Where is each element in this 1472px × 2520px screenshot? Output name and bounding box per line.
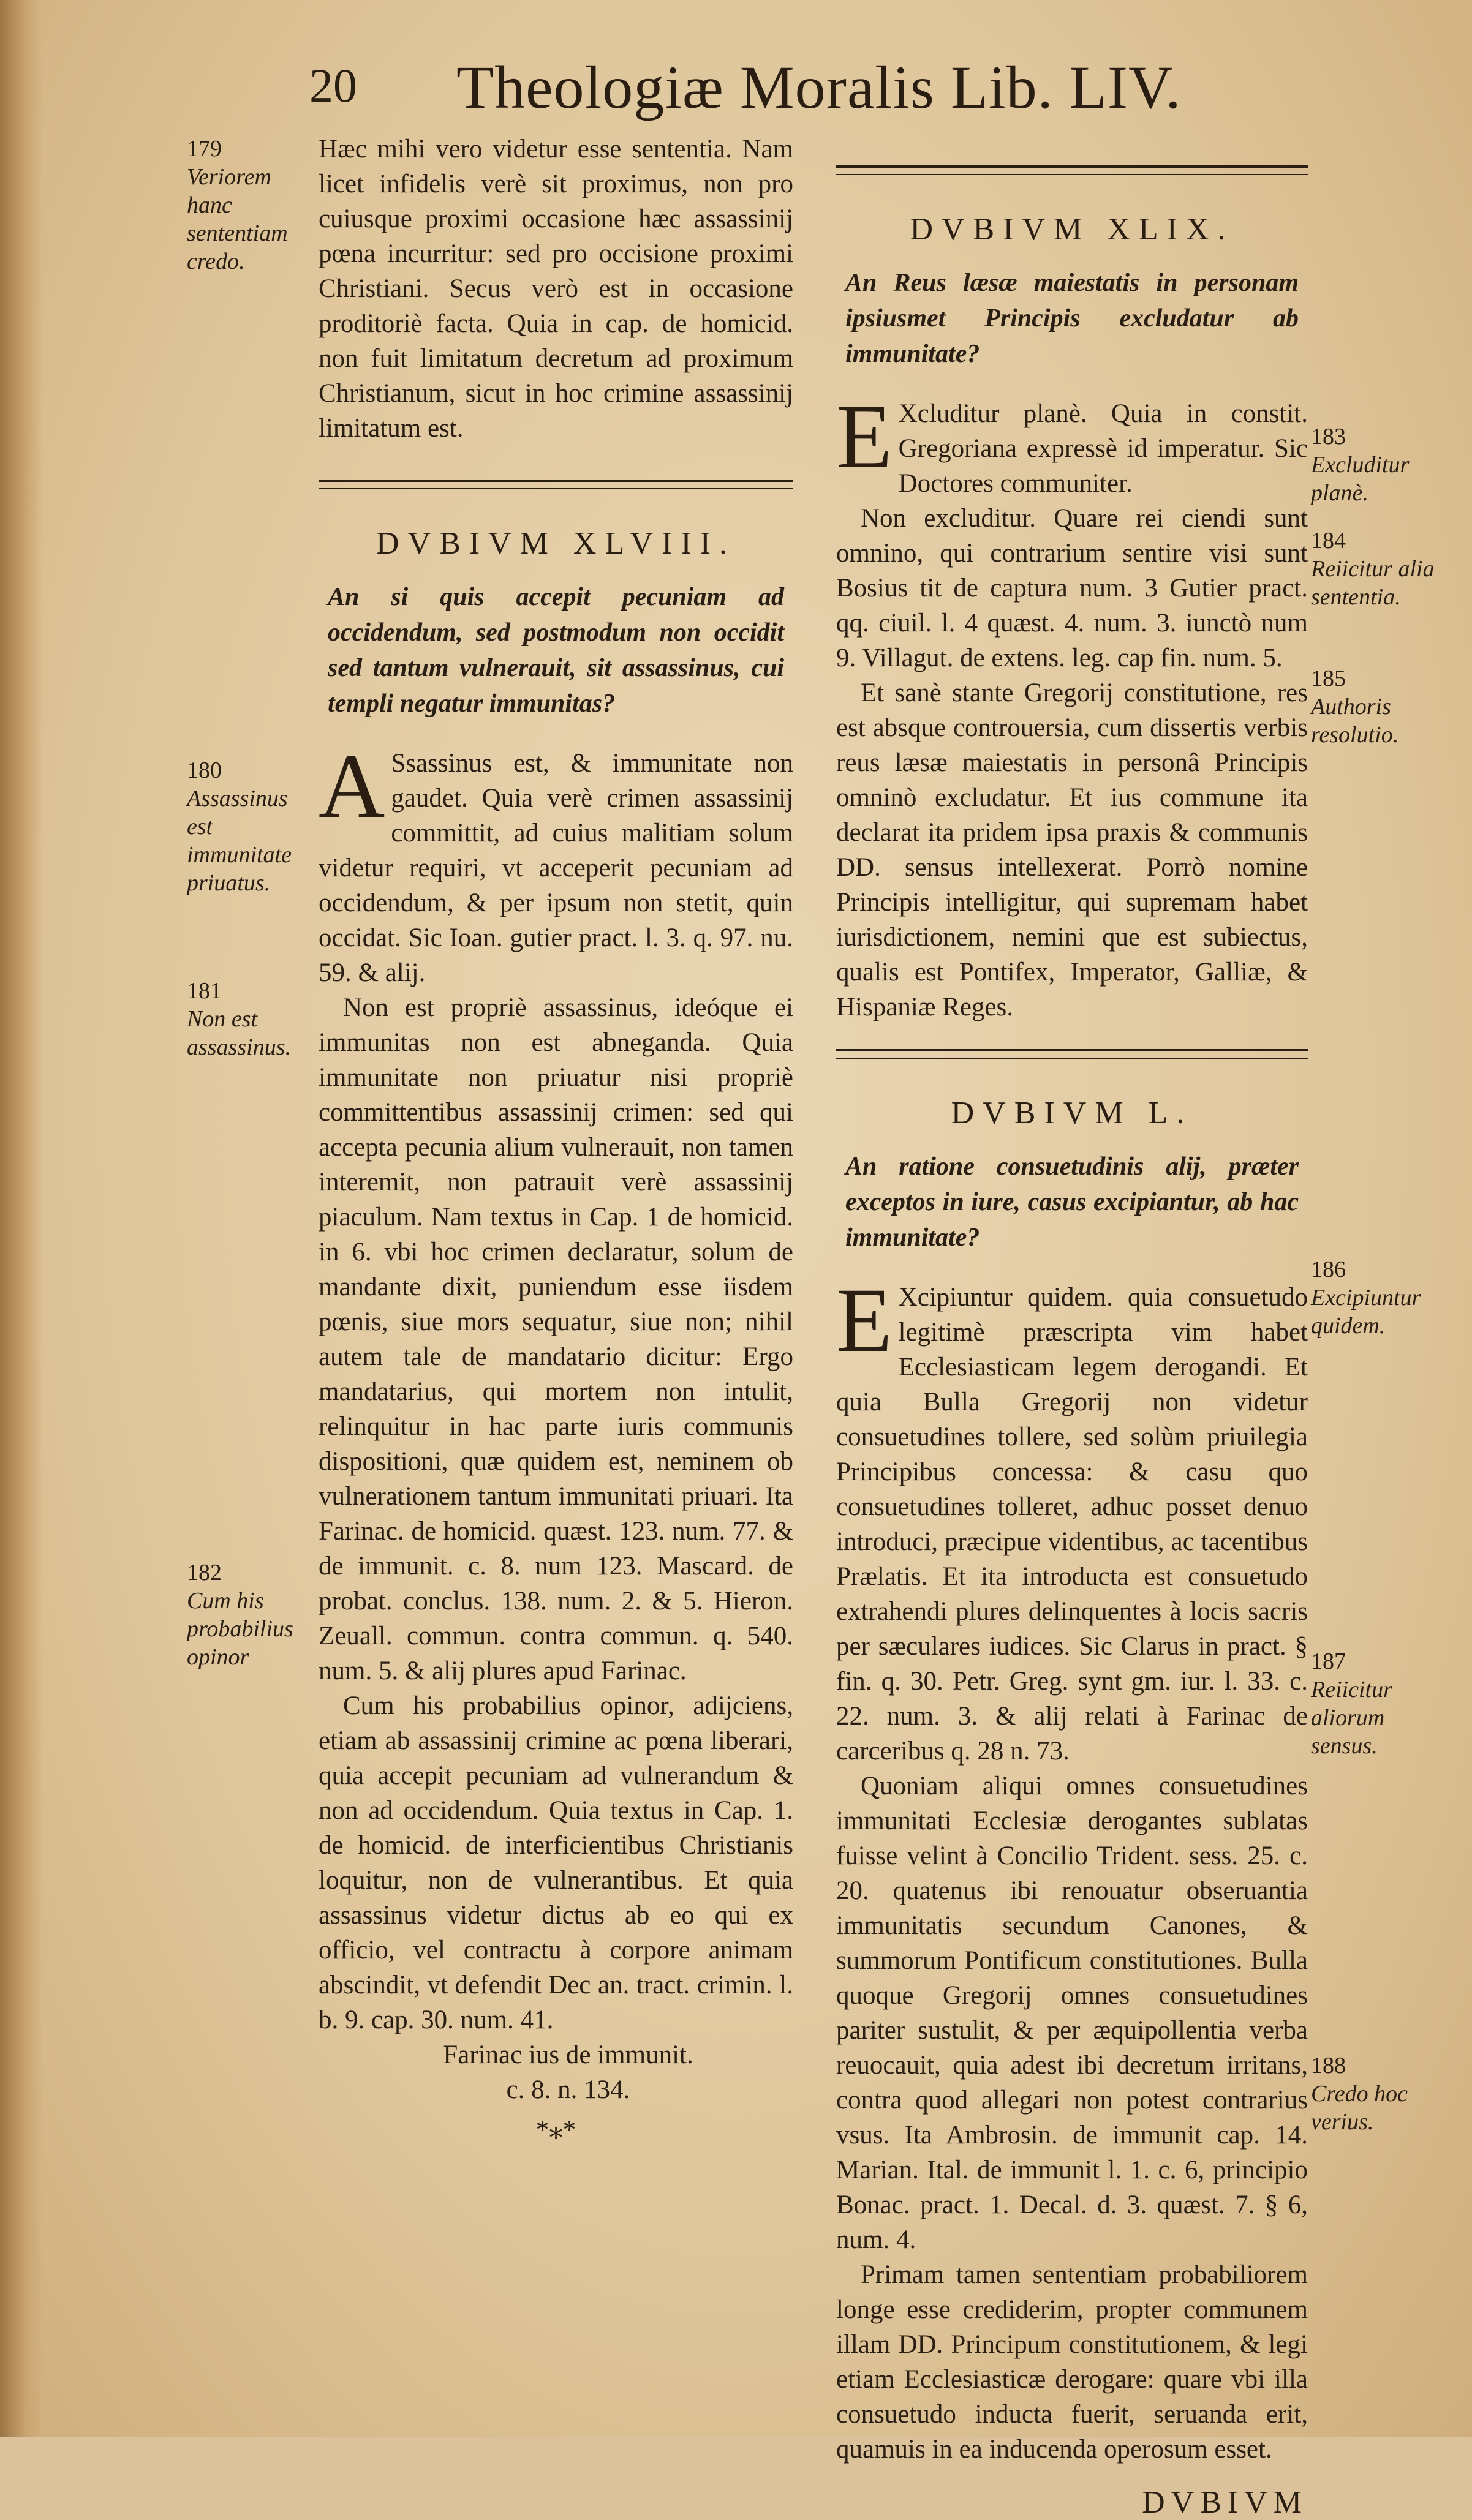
paragraph-179: Hæc mihi vero videtur esse sententia. Nam licet infidelis verè sit proximus, non pro cuiusque proximi occasione hæc assassinij pœna incurritur: sed pro occisione proximi Christiani. Secus verò est in occasione proditoriè facta. Quia in cap. de homicid. non fuit limitatum decretum ad proximum Christianum, sicut in hoc crimine assassinij limitatum est. <box>319 135 793 443</box>
drop-capital: A <box>319 735 385 837</box>
paragraph-180-text: Ssassinus est, & immunitate non gaudet. Quia verè crimen assassinij committit, ad cuius malitiam solum videtur requiri, vt acceperit pecuniam ad occidendum, & per ipsum non stetit, quin occidat. Sic Ioan. gutier pract. l. 3. q. 97. nu. 59. & alij. <box>319 749 793 987</box>
page-number: 20 <box>309 59 357 112</box>
section-rule <box>319 480 793 489</box>
section-rule <box>836 1049 1308 1059</box>
margin-note-number: 180 <box>187 758 222 783</box>
paragraph-186-text: Xcipiuntur quidem. quia consuetudo legitimè præscripta vim habet Ecclesiasticam legem derogandi. Et quia Bulla Gregorij non videtur consuetudines tollere, sed solùm priuilegia Principibus concessa: & casu quo consuetudines tolleret, adhuc posset denuo introduci, præcipue videntibus, ac tacentibus Prælatis. Et ita introducta est consuetudo extrahendi plures delinquentes à locis sacris per sæculares iudices. Sic Clarus in pract. § fin. q. 30. Petr. Greg. synt gm. iur. l. 33. c. 22. num. 3. & alij relati à Farinac de carceribus q. 28 n. 73. <box>836 1283 1308 1766</box>
reference-line-2: c. 8. n. 134. <box>506 2075 630 2104</box>
margin-note-182 <box>187 1559 315 1671</box>
paragraph-183-text: Xcluditur planè. Quia in constit. Gregoriana expressè id imperatur. Sic Doctores communiter. <box>898 399 1308 498</box>
margin-note-187 <box>1311 1647 1440 1760</box>
margin-note-185 <box>1311 664 1440 749</box>
paragraph-180 <box>319 735 793 990</box>
paragraph-182: Cum his probabilius opinor, adijciens, etiam ab assassinij crimine ac pœna liberari, quia accepit pecuniam ad vulnerandum & non ad occidendum. Quia textus in Cap. 1. de homicid. de interficientibus Christianis loquitur, non de vulnerantibus. Et quia assassinus videtur dictus ab eo qui ex officio, vel contractu à corpore animam abscindit, vt defendit Dec an. tract. crimin. l. b. 9. cap. 30. num. 41. <box>319 1691 793 2034</box>
margin-note-text: Reiicitur alia sententia. <box>1311 556 1435 610</box>
margin-note-180 <box>187 756 315 897</box>
margin-note-number: 179 <box>187 136 222 162</box>
paragraph-181: Non est propriè assassinus, ideóque ei immunitas non est abneganda. Quia immunitate non priuatur nisi propriè committentibus assassinij crimen: sed qui accepta pecunia alium vulnerauit, non tamen interemit, non patrauit verè assassinij piaculum. Nam textus in Cap. 1 de homicid. in 6. vbi hoc crimen declaratur, solum de mandante dixit, puniendum esse iisdem pœnis, siue mors sequatur, siue non; nihil autem tale de mandatario dicitur: Ergo mandatarius, qui mortem non intulit, relinquitur in hac parte iuris communis dispositioni, quæ quidem est, neminem ob vulnerationem tantum immunitati priuari. Ita Farinac. de homicid. quæst. 123. num. 77. & de immunit. c. 8. num 123. Mascard. de probat. conclus. 138. num. 2. & 5. Hieron. Zeuall. commun. contra commun. q. 540. num. 5. & alij plures apud Farinac. <box>319 993 793 1685</box>
margin-note-181 <box>187 977 315 1061</box>
margin-note-number: 188 <box>1311 2053 1346 2078</box>
dubium-49-heading: DVBIVM XLIX. <box>910 212 1234 247</box>
drop-capital: E <box>836 386 893 487</box>
running-title: Theologiæ Moralis Lib. LIV. <box>456 53 1182 121</box>
margin-note-text: Excluditur planè. <box>1311 452 1410 506</box>
margin-note-number: 184 <box>1311 528 1346 554</box>
dubium-50-question: An ratione consuetudinis alij, præter exceptos in iure, casus excipiantur, ab hac immunitate? <box>845 1153 1299 1252</box>
section-rule <box>836 165 1308 175</box>
margin-note-number: 181 <box>187 978 222 1004</box>
margin-note-text: Authoris resolutio. <box>1311 694 1399 748</box>
drop-capital: E <box>836 1269 893 1371</box>
paragraph-184: Non excluditur. Quare rei ciendi sunt omnino, qui contrarium sentire visi sunt Bosius tit de captura num. 3 Gutier pract. qq. ciuil. l. 4 quæst. 4. num. 3. iunctò num 9. Villagut. de extens. leg. cap fin. num. 5. <box>836 504 1308 672</box>
paragraph-185: Et sanè stante Gregorij constitutione, res est absque controuersia, cum dissertis verbis reus læsæ maiestatis in personâ Principis omninò excludatur. Et ius commune ita declarat ita pridem ipsa praxis & communis DD. sensus intellexerat. Porrò nomine Principis intelligitur, qui supremam habet iurisdictionem, nemini que est subiectus, qualis est Pontifex, Imperator, Galliæ, & Hispaniæ Reges. <box>836 679 1308 1021</box>
dubium-50-heading: DVBIVM L. <box>951 1096 1193 1130</box>
right-column <box>836 165 1308 2520</box>
reference-line-1: Farinac ius de immunit. <box>443 2040 693 2069</box>
catchword: DVBIVM <box>1142 2485 1308 2520</box>
left-column <box>319 132 793 2147</box>
margin-note-number: 183 <box>1311 424 1346 449</box>
paragraph-183 <box>836 386 1308 501</box>
margin-note-text: Reiicitur aliorum sensus. <box>1311 1677 1392 1759</box>
margin-note-number: 182 <box>187 1560 222 1585</box>
margin-note-number: 187 <box>1311 1649 1346 1674</box>
margin-note-text: Excipiuntur quidem. <box>1311 1285 1421 1339</box>
dubium-49-question: An Reus læsæ maiestatis in personam ipsiusmet Principis excludatur ab immunitate? <box>845 269 1299 368</box>
margin-note-text: Assassinus est immunitate priuatus. <box>187 786 292 896</box>
asterism-separator: *⁎* <box>535 2115 576 2145</box>
paragraph-187: Quoniam aliqui omnes consuetudines immunitati Ecclesiæ derogantes sublatas fuisse velint à Concilio Trident. sess. 25. c. 20. quatenus ibi renouatur obseruantia immunitatis secundum Canones, & summorum Pontificum constitutiones. Bulla quoque Gregorij omnes consuetudines pariter sustulit, & per æquipollentia verba reuocauit, quia adest ibi decretum irritans, contra quod allegari non potest contrarius vsus. Ita Ambrosin. de immunit cap. 14. Marian. Ital. de immunit l. 1. c. 6, principio Bonac. pract. 1. Decal. d. 3. quæst. 7. § 6, num. 4. <box>836 1772 1308 2254</box>
dubium-48-question: An si quis accepit pecuniam ad occidendum, sed postmodum non occidit sed tantum vulnerauit, sit assassinus, cui templi negatur immunitas? <box>328 583 784 718</box>
margin-note-number: 186 <box>1311 1257 1346 1282</box>
margin-note-text: Cum his probabilius opinor <box>187 1588 293 1670</box>
margin-note-188 <box>1311 2052 1440 2136</box>
margin-note-text: Non est assassinus. <box>187 1006 291 1060</box>
page-gutter-shadow <box>0 0 43 2437</box>
margin-note-186 <box>1311 1255 1440 1340</box>
margin-note-179 <box>187 135 315 276</box>
margin-note-183 <box>1311 423 1440 507</box>
dubium-48-heading: DVBIVM XLVIII. <box>376 526 736 561</box>
margin-note-text: Credo hoc verius. <box>1311 2081 1408 2135</box>
margin-note-number: 185 <box>1311 666 1346 691</box>
paragraph-186 <box>836 1269 1308 1769</box>
paragraph-188: Primam tamen sententiam probabiliorem longe esse crediderim, propter communem illam DD. Principum constitutionem, & legi etiam Ecclesiasticæ derogare: quare vbi illa consuetudo inducta fuerit, seruanda erit, quamuis in ea inducenda operosum esset. <box>836 2260 1308 2464</box>
margin-note-text: Veriorem hanc sententiam credo. <box>187 164 288 274</box>
margin-note-184 <box>1311 527 1440 611</box>
